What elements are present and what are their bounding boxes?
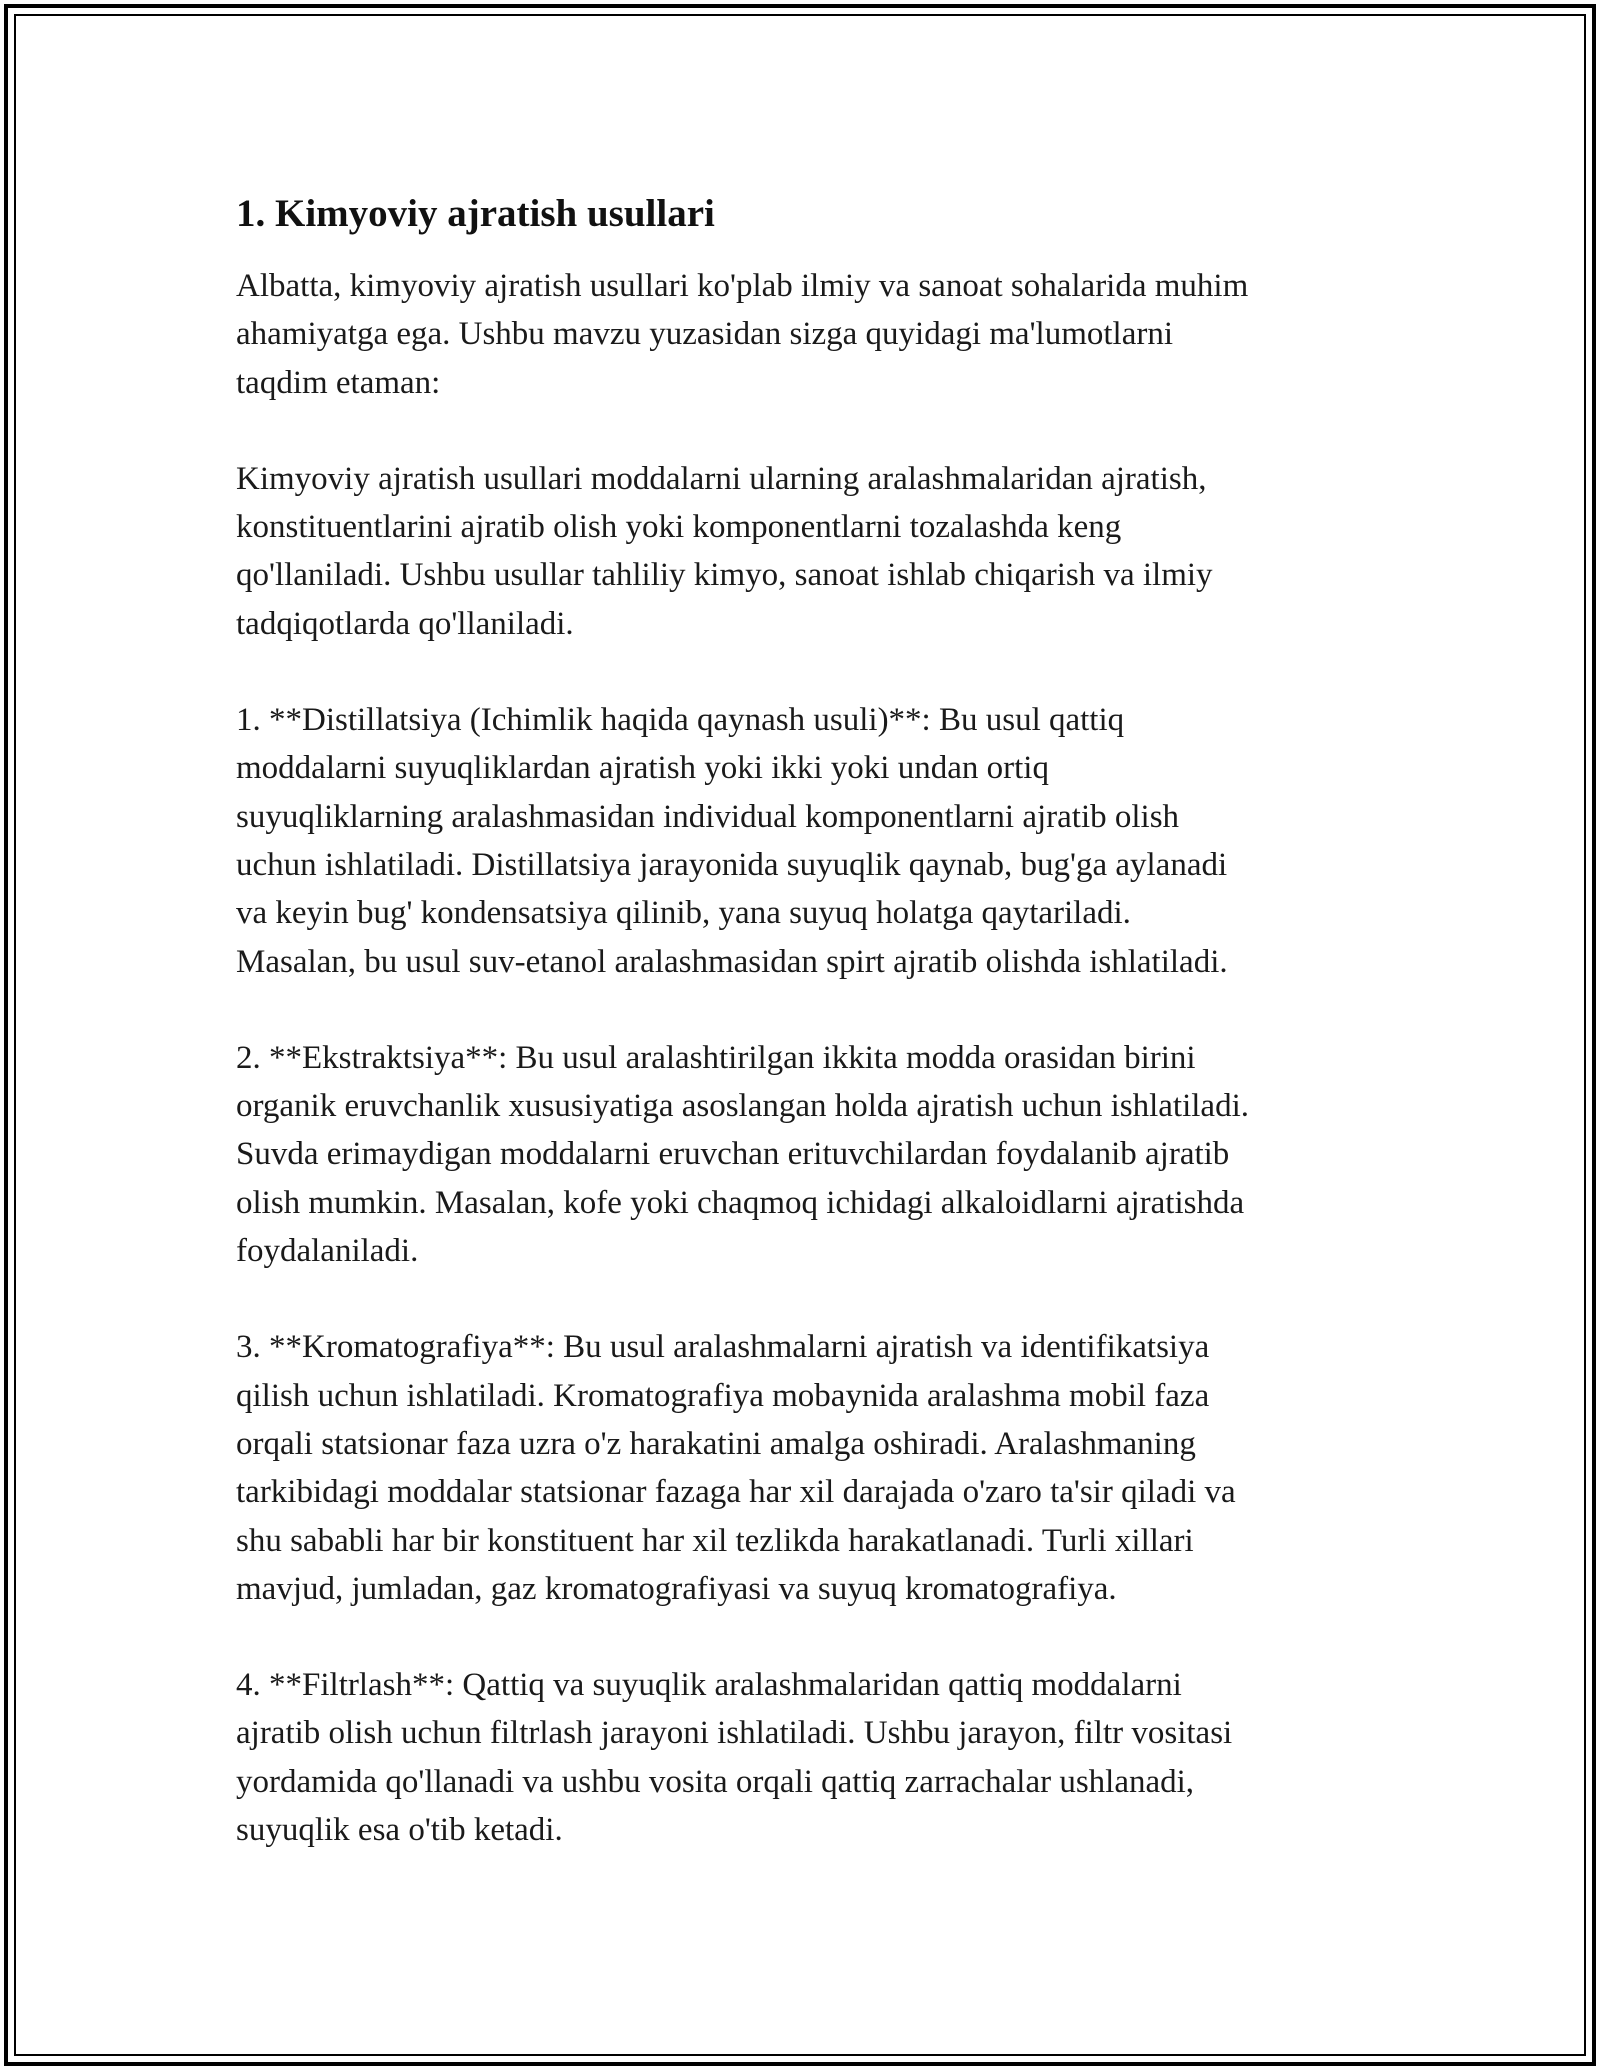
text-line: ajratib olish uchun filtrlash jarayoni ishlatiladi. Ushbu jarayon, filtr vositasi [236, 1715, 1233, 1752]
text-line: moddalarni suyuqliklardan ajratish yoki ikki yoki undan ortiq [236, 750, 1049, 787]
text-line: suyuqlik esa o'tib ketadi. [236, 1812, 563, 1849]
text-line: yordamida qo'llanadi va ushbu vosita orqali qattiq zarrachalar ushlanadi, [236, 1763, 1195, 1800]
text-line: Masalan, bu usul suv-etanol aralashmasidan spirt ajratib olishda ishlatiladi. [236, 943, 1228, 980]
text-line: 4. **Filtrlash**: Qattiq va suyuqlik aralashmalaridan qattiq moddalarni [236, 1667, 1182, 1704]
text-line: Albatta, kimyoviy ajratish usullari ko'plab ilmiy va sanoat sohalarida muhim [236, 268, 1249, 304]
document-body [236, 188, 1386, 1854]
text-line: ahamiyatga ega. Ushbu mavzu yuzasidan sizga quyidagi ma'lumotlarni [236, 316, 1174, 353]
text-line: 2. **Ekstraktsiya**: Bu usul aralashtirilgan ikkita modda orasidan birini [236, 1039, 1196, 1076]
text-line: uchun ishlatiladi. Distillatsiya jarayonida suyuqlik qaynab, bug'ga aylanadi [236, 846, 1228, 883]
text-line: Suvda erimaydigan moddalarni eruvchan erituvchilardan foydalanib ajratib [236, 1136, 1230, 1173]
text-line: va keyin bug' kondensatsiya qilinib, yana suyuq holatga qaytariladi. [236, 895, 1131, 932]
text-line: qilish uchun ishlatiladi. Kromatografiya mobaynida aralashma mobil faza [236, 1377, 1210, 1414]
paragraph-overview [236, 455, 1386, 648]
text-line: 1. **Distillatsiya (Ichimlik haqida qaynash usuli)**: Bu usul qattiq [236, 702, 1125, 739]
paragraph-distillation [236, 696, 1386, 986]
paragraph-chromatography [236, 1323, 1386, 1613]
text-line: 3. **Kromatografiya**: Bu usul aralashmalarni ajratish va identifikatsiya [236, 1329, 1210, 1366]
text-line: olish mumkin. Masalan, kofe yoki chaqmoq ichidagi alkaloidlarni ajratishda [236, 1184, 1245, 1221]
text-line: tarkibidagi moddalar statsionar fazaga har xil darajada o'zaro ta'sir qiladi va [236, 1474, 1236, 1511]
text-line: suyuqliklarning aralashmasidan individual komponentlarni ajratib olish [236, 798, 1180, 835]
text-line: mavjud, jumladan, gaz kromatografiyasi va suyuq kromatografiya. [236, 1570, 1117, 1607]
text-line: foydalaniladi. [236, 1233, 419, 1270]
text-line: orqali statsionar faza uzra o'z harakatini amalga oshiradi. Aralashmaning [236, 1425, 1196, 1462]
text-line: Kimyoviy ajratish usullari moddalarni ularning aralashmalaridan ajratish, [236, 460, 1207, 497]
text-line: taqdim etaman: [236, 364, 441, 401]
text-line: shu sababli har bir konstituent har xil tezlikda harakatlanadi. Turli xillari [236, 1522, 1194, 1559]
text-line: organik eruvchanlik xususiyatiga asoslangan holda ajratish uchun ishlatiladi. [236, 1088, 1249, 1125]
text-line: konstituentlarini ajratib olish yoki komponentlarni tozalashda keng [236, 509, 1122, 546]
document-title: 1. Kimyoviy ajratish usullari [236, 192, 715, 235]
paragraph-intro [236, 262, 1386, 407]
text-line: tadqiqotlarda qo'llaniladi. [236, 605, 574, 642]
text-line: qo'llaniladi. Ushbu usullar tahliliy kimyo, sanoat ishlab chiqarish va ilmiy [236, 557, 1213, 594]
paragraph-extraction [236, 1034, 1386, 1275]
paragraph-filtration [236, 1661, 1386, 1854]
